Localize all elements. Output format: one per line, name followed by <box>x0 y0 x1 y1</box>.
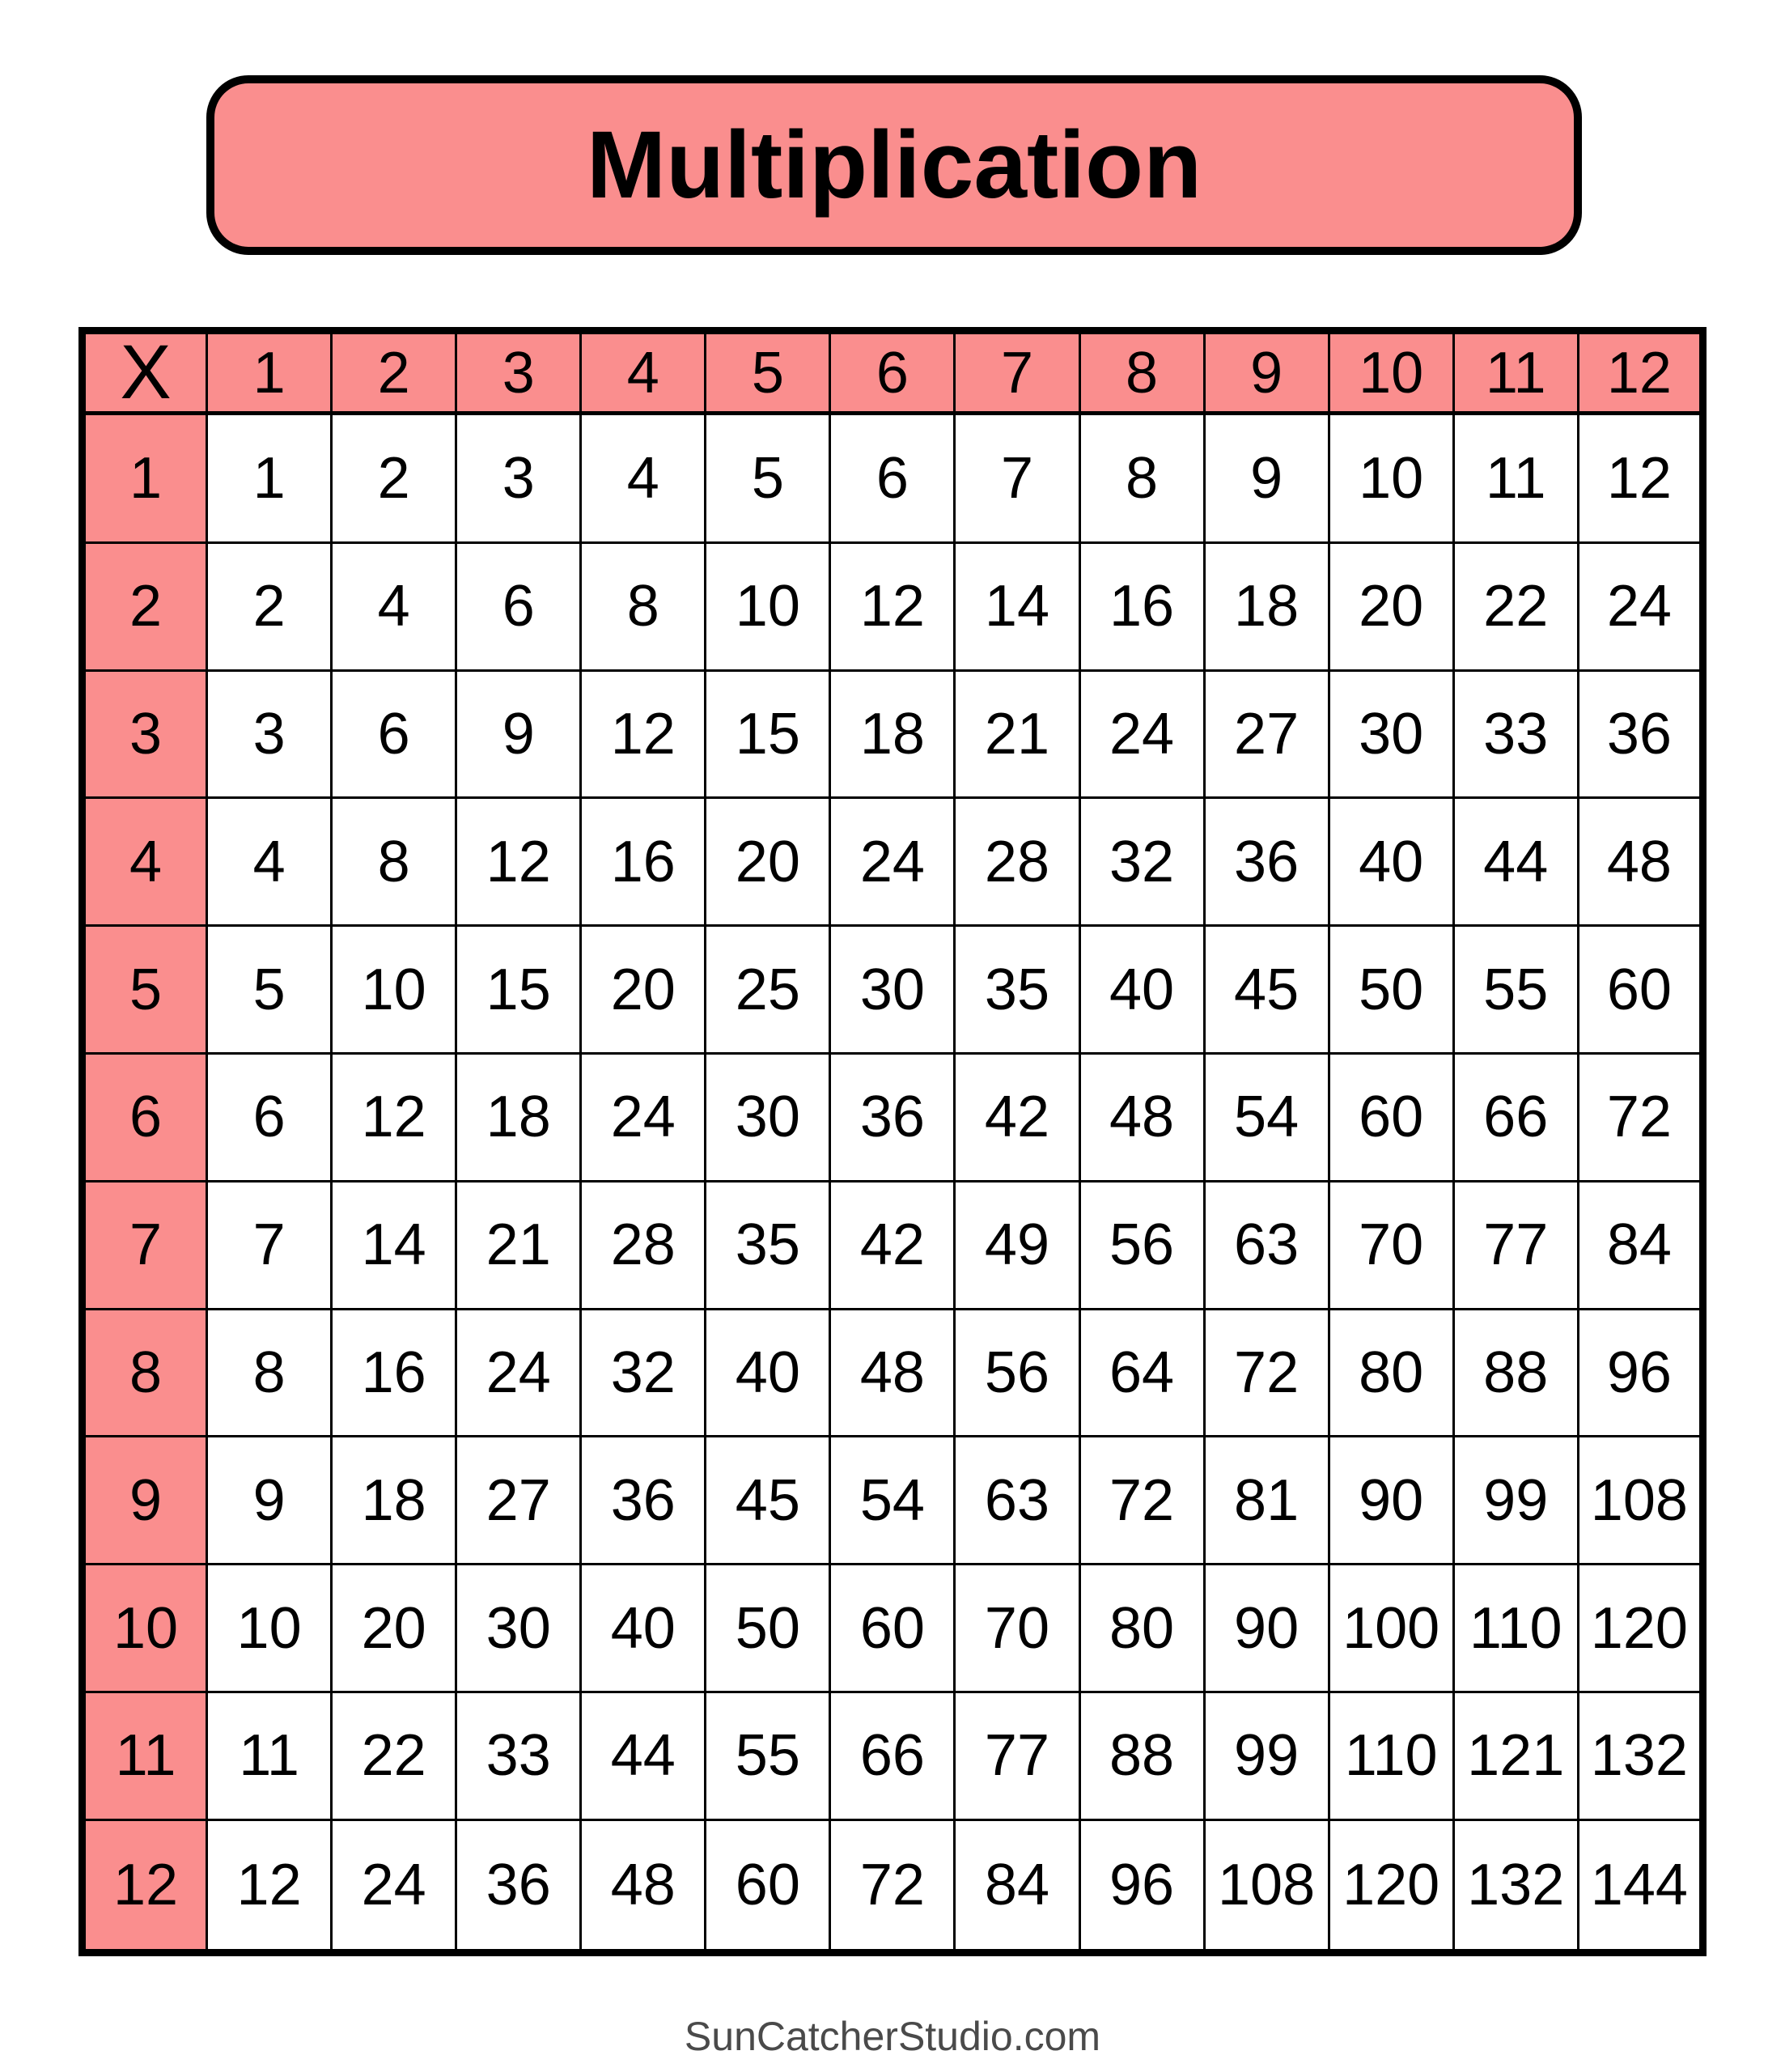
product-cell: 45 <box>706 1437 830 1565</box>
product-cell: 80 <box>1079 1565 1204 1692</box>
table-row <box>83 1819 1703 1952</box>
product-cell: 4 <box>207 798 332 926</box>
product-cell: 8 <box>332 798 456 926</box>
table-row <box>83 1181 1703 1309</box>
product-cell: 10 <box>207 1565 332 1692</box>
product-cell: 99 <box>1204 1692 1329 1820</box>
product-cell: 27 <box>1204 670 1329 798</box>
product-cell: 28 <box>955 798 1079 926</box>
row-header-cell: 8 <box>83 1309 207 1437</box>
product-cell: 4 <box>581 414 706 543</box>
product-cell: 100 <box>1329 1565 1453 1692</box>
product-cell: 90 <box>1329 1437 1453 1565</box>
product-cell: 8 <box>207 1309 332 1437</box>
row-header-cell: 6 <box>83 1054 207 1182</box>
row-header-cell: 10 <box>83 1565 207 1692</box>
product-cell: 18 <box>332 1437 456 1565</box>
table-row <box>83 414 1703 543</box>
col-header-cell: 12 <box>1578 331 1702 414</box>
product-cell: 6 <box>332 670 456 798</box>
product-cell: 60 <box>1329 1054 1453 1182</box>
product-cell: 64 <box>1079 1309 1204 1437</box>
product-cell: 2 <box>207 542 332 670</box>
product-cell: 10 <box>1329 414 1453 543</box>
product-cell: 36 <box>1578 670 1702 798</box>
product-cell: 36 <box>830 1054 955 1182</box>
header-row <box>83 331 1703 414</box>
product-cell: 15 <box>706 670 830 798</box>
product-cell: 60 <box>706 1819 830 1952</box>
product-cell: 66 <box>830 1692 955 1820</box>
row-header-cell: 5 <box>83 926 207 1054</box>
product-cell: 4 <box>332 542 456 670</box>
product-cell: 120 <box>1329 1819 1453 1952</box>
product-cell: 24 <box>332 1819 456 1952</box>
product-cell: 48 <box>581 1819 706 1952</box>
product-cell: 30 <box>830 926 955 1054</box>
product-cell: 24 <box>1079 670 1204 798</box>
product-cell: 9 <box>1204 414 1329 543</box>
product-cell: 40 <box>581 1565 706 1692</box>
product-cell: 22 <box>1453 542 1578 670</box>
product-cell: 10 <box>332 926 456 1054</box>
table-row <box>83 1309 1703 1437</box>
product-cell: 40 <box>1079 926 1204 1054</box>
product-cell: 36 <box>581 1437 706 1565</box>
product-cell: 10 <box>706 542 830 670</box>
product-cell: 77 <box>1453 1181 1578 1309</box>
product-cell: 12 <box>830 542 955 670</box>
col-header-cell: 3 <box>456 331 581 414</box>
product-cell: 56 <box>1079 1181 1204 1309</box>
col-header-cell: 10 <box>1329 331 1453 414</box>
product-cell: 48 <box>1079 1054 1204 1182</box>
product-cell: 12 <box>581 670 706 798</box>
product-cell: 22 <box>332 1692 456 1820</box>
row-header-cell: 12 <box>83 1819 207 1952</box>
product-cell: 132 <box>1578 1692 1702 1820</box>
product-cell: 24 <box>456 1309 581 1437</box>
product-cell: 63 <box>1204 1181 1329 1309</box>
product-cell: 14 <box>332 1181 456 1309</box>
table-row <box>83 926 1703 1054</box>
product-cell: 63 <box>955 1437 1079 1565</box>
product-cell: 32 <box>581 1309 706 1437</box>
col-header-cell: 1 <box>207 331 332 414</box>
product-cell: 72 <box>1578 1054 1702 1182</box>
product-cell: 96 <box>1578 1309 1702 1437</box>
product-cell: 20 <box>1329 542 1453 670</box>
corner-cell: X <box>83 331 207 414</box>
table-row <box>83 670 1703 798</box>
product-cell: 30 <box>456 1565 581 1692</box>
product-cell: 24 <box>830 798 955 926</box>
product-cell: 108 <box>1578 1437 1702 1565</box>
product-cell: 36 <box>1204 798 1329 926</box>
table-row <box>83 1692 1703 1820</box>
product-cell: 8 <box>581 542 706 670</box>
product-cell: 55 <box>1453 926 1578 1054</box>
product-cell: 55 <box>706 1692 830 1820</box>
product-cell: 9 <box>456 670 581 798</box>
multiplication-table <box>78 327 1707 1956</box>
product-cell: 60 <box>830 1565 955 1692</box>
product-cell: 1 <box>207 414 332 543</box>
product-cell: 44 <box>581 1692 706 1820</box>
product-cell: 121 <box>1453 1692 1578 1820</box>
product-cell: 90 <box>1204 1565 1329 1692</box>
table-row <box>83 1054 1703 1182</box>
row-header-cell: 11 <box>83 1692 207 1820</box>
product-cell: 60 <box>1578 926 1702 1054</box>
product-cell: 42 <box>830 1181 955 1309</box>
product-cell: 33 <box>456 1692 581 1820</box>
product-cell: 3 <box>456 414 581 543</box>
col-header-cell: 6 <box>830 331 955 414</box>
product-cell: 27 <box>456 1437 581 1565</box>
product-cell: 72 <box>1079 1437 1204 1565</box>
product-cell: 16 <box>581 798 706 926</box>
product-cell: 2 <box>332 414 456 543</box>
product-cell: 12 <box>207 1819 332 1952</box>
product-cell: 11 <box>207 1692 332 1820</box>
row-header-cell: 2 <box>83 542 207 670</box>
product-cell: 40 <box>706 1309 830 1437</box>
product-cell: 32 <box>1079 798 1204 926</box>
product-cell: 36 <box>456 1819 581 1952</box>
product-cell: 44 <box>1453 798 1578 926</box>
product-cell: 88 <box>1079 1692 1204 1820</box>
row-header-cell: 9 <box>83 1437 207 1565</box>
product-cell: 6 <box>207 1054 332 1182</box>
product-cell: 21 <box>955 670 1079 798</box>
col-header-cell: 7 <box>955 331 1079 414</box>
table-row <box>83 1565 1703 1692</box>
product-cell: 7 <box>955 414 1079 543</box>
product-cell: 6 <box>456 542 581 670</box>
product-cell: 20 <box>332 1565 456 1692</box>
product-cell: 56 <box>955 1309 1079 1437</box>
col-header-cell: 11 <box>1453 331 1578 414</box>
product-cell: 80 <box>1329 1309 1453 1437</box>
product-cell: 45 <box>1204 926 1329 1054</box>
col-header-cell: 4 <box>581 331 706 414</box>
product-cell: 3 <box>207 670 332 798</box>
product-cell: 18 <box>1204 542 1329 670</box>
product-cell: 11 <box>1453 414 1578 543</box>
product-cell: 24 <box>581 1054 706 1182</box>
product-cell: 12 <box>332 1054 456 1182</box>
col-header-cell: 2 <box>332 331 456 414</box>
product-cell: 110 <box>1329 1692 1453 1820</box>
product-cell: 72 <box>830 1819 955 1952</box>
col-header-cell: 8 <box>1079 331 1204 414</box>
product-cell: 42 <box>955 1054 1079 1182</box>
product-cell: 81 <box>1204 1437 1329 1565</box>
product-cell: 77 <box>955 1692 1079 1820</box>
table-head <box>83 331 1703 414</box>
product-cell: 72 <box>1204 1309 1329 1437</box>
product-cell: 35 <box>955 926 1079 1054</box>
product-cell: 96 <box>1079 1819 1204 1952</box>
title-banner <box>206 75 1582 255</box>
footer-credit: SunCatcherStudio.com <box>684 2014 1101 2059</box>
product-cell: 35 <box>706 1181 830 1309</box>
product-cell: 120 <box>1578 1565 1702 1692</box>
product-cell: 132 <box>1453 1819 1578 1952</box>
table-body <box>83 414 1703 1953</box>
product-cell: 21 <box>456 1181 581 1309</box>
table-row <box>83 542 1703 670</box>
product-cell: 28 <box>581 1181 706 1309</box>
product-cell: 12 <box>456 798 581 926</box>
product-cell: 15 <box>456 926 581 1054</box>
product-cell: 6 <box>830 414 955 543</box>
product-cell: 84 <box>1578 1181 1702 1309</box>
product-cell: 50 <box>1329 926 1453 1054</box>
product-cell: 5 <box>207 926 332 1054</box>
product-cell: 40 <box>1329 798 1453 926</box>
product-cell: 144 <box>1578 1819 1702 1952</box>
product-cell: 18 <box>830 670 955 798</box>
product-cell: 30 <box>1329 670 1453 798</box>
product-cell: 49 <box>955 1181 1079 1309</box>
product-cell: 54 <box>1204 1054 1329 1182</box>
product-cell: 84 <box>955 1819 1079 1952</box>
product-cell: 9 <box>207 1437 332 1565</box>
product-cell: 88 <box>1453 1309 1578 1437</box>
product-cell: 14 <box>955 542 1079 670</box>
table-row <box>83 1437 1703 1565</box>
row-header-cell: 7 <box>83 1181 207 1309</box>
product-cell: 70 <box>955 1565 1079 1692</box>
product-cell: 66 <box>1453 1054 1578 1182</box>
product-cell: 48 <box>1578 798 1702 926</box>
product-cell: 16 <box>1079 542 1204 670</box>
product-cell: 48 <box>830 1309 955 1437</box>
product-cell: 8 <box>1079 414 1204 543</box>
product-cell: 99 <box>1453 1437 1578 1565</box>
product-cell: 70 <box>1329 1181 1453 1309</box>
product-cell: 50 <box>706 1565 830 1692</box>
product-cell: 33 <box>1453 670 1578 798</box>
product-cell: 108 <box>1204 1819 1329 1952</box>
row-header-cell: 4 <box>83 798 207 926</box>
table-row <box>83 798 1703 926</box>
product-cell: 18 <box>456 1054 581 1182</box>
product-cell: 12 <box>1578 414 1702 543</box>
product-cell: 20 <box>706 798 830 926</box>
product-cell: 16 <box>332 1309 456 1437</box>
product-cell: 24 <box>1578 542 1702 670</box>
product-cell: 7 <box>207 1181 332 1309</box>
product-cell: 54 <box>830 1437 955 1565</box>
product-cell: 110 <box>1453 1565 1578 1692</box>
product-cell: 25 <box>706 926 830 1054</box>
product-cell: 30 <box>706 1054 830 1182</box>
col-header-cell: 5 <box>706 331 830 414</box>
row-header-cell: 1 <box>83 414 207 543</box>
product-cell: 20 <box>581 926 706 1054</box>
page-title: Multiplication <box>586 112 1202 219</box>
row-header-cell: 3 <box>83 670 207 798</box>
col-header-cell: 9 <box>1204 331 1329 414</box>
product-cell: 5 <box>706 414 830 543</box>
